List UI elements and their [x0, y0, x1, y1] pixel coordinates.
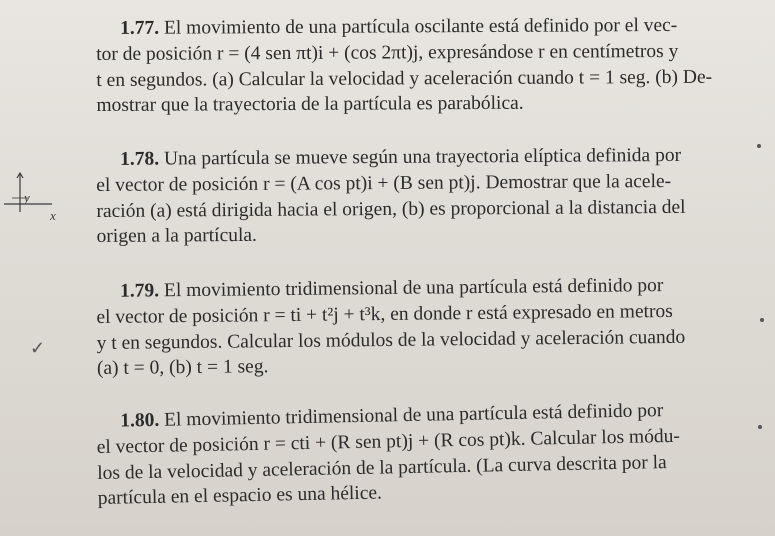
problem-text-line: El movimiento de una partícula oscilante está definido por el vec- [163, 14, 678, 39]
problem-text-line: y t en segundos. Calcular los módulos de la velocidad y aceleración cuando [96, 326, 686, 354]
problem-number: 1.80. [120, 409, 160, 432]
margin-axes-figure [0, 168, 70, 223]
axes-icon [0, 168, 70, 218]
problem-1-79 [96, 272, 729, 382]
check-mark-icon: ✓ [30, 338, 46, 358]
margin-speck [760, 318, 764, 322]
problem-text-line: origen a la partícula. [96, 225, 257, 248]
problem-first-line [96, 13, 728, 42]
problem-text-line: (a) t = 0, (b) t = 1 seg. [96, 356, 269, 380]
problem-text-line: partícula en el espacio es una hélice. [97, 482, 383, 510]
problem-text-line: ración (a) está dirigida hacia el origen, (b) es proporcional a la distancia del [96, 196, 686, 222]
problem-text-line: los de la velocidad y aceleración de la partícula. (La curva descrita por la [97, 451, 667, 484]
problem-number: 1.78. [120, 148, 160, 170]
problem-number: 1.79. [120, 280, 160, 302]
problem-1-80 [96, 397, 730, 512]
problem-text-line: t en segundos. (a) Calcular la velocidad y aceleración cuando t = 1 seg. (b) De- [96, 66, 713, 91]
problem-text-line: tor de posición r = (4 sen πt)i + (cos 2πt)j, expresándose r en centímetros y [96, 40, 679, 65]
axis-x-label: x [50, 208, 56, 223]
problem-number: 1.77. [120, 17, 160, 39]
problem-text-line: El movimiento tridimensional de una partícula está definido por [163, 400, 664, 431]
problem-text-line: El movimiento tridimensional de una partícula está definido por [163, 275, 664, 302]
problem-text-line: el vector de posición r = cti + (R sen pt)j + (R cos pt)k. Calcular los módu- [96, 425, 681, 458]
problem-text-line: Una partícula se mueve según una trayectoria elíptica definida por [163, 144, 682, 170]
problem-text-line: el vector de posición r = (A cos pt)i + (B sen pt)j. Demostrar que la acele- [96, 170, 672, 196]
problem-1-78 [96, 143, 729, 251]
problem-text-line: mostrar que la trayectoria de la partícula es parabólica. [96, 93, 524, 117]
problem-1-77 [96, 13, 729, 119]
problem-text-line: el vector de posición r = ti + t²j + t³k, en donde r está expresado en metros [96, 300, 673, 328]
margin-speck [758, 425, 762, 429]
margin-speck [757, 144, 761, 148]
axis-y-label: y [24, 190, 30, 205]
